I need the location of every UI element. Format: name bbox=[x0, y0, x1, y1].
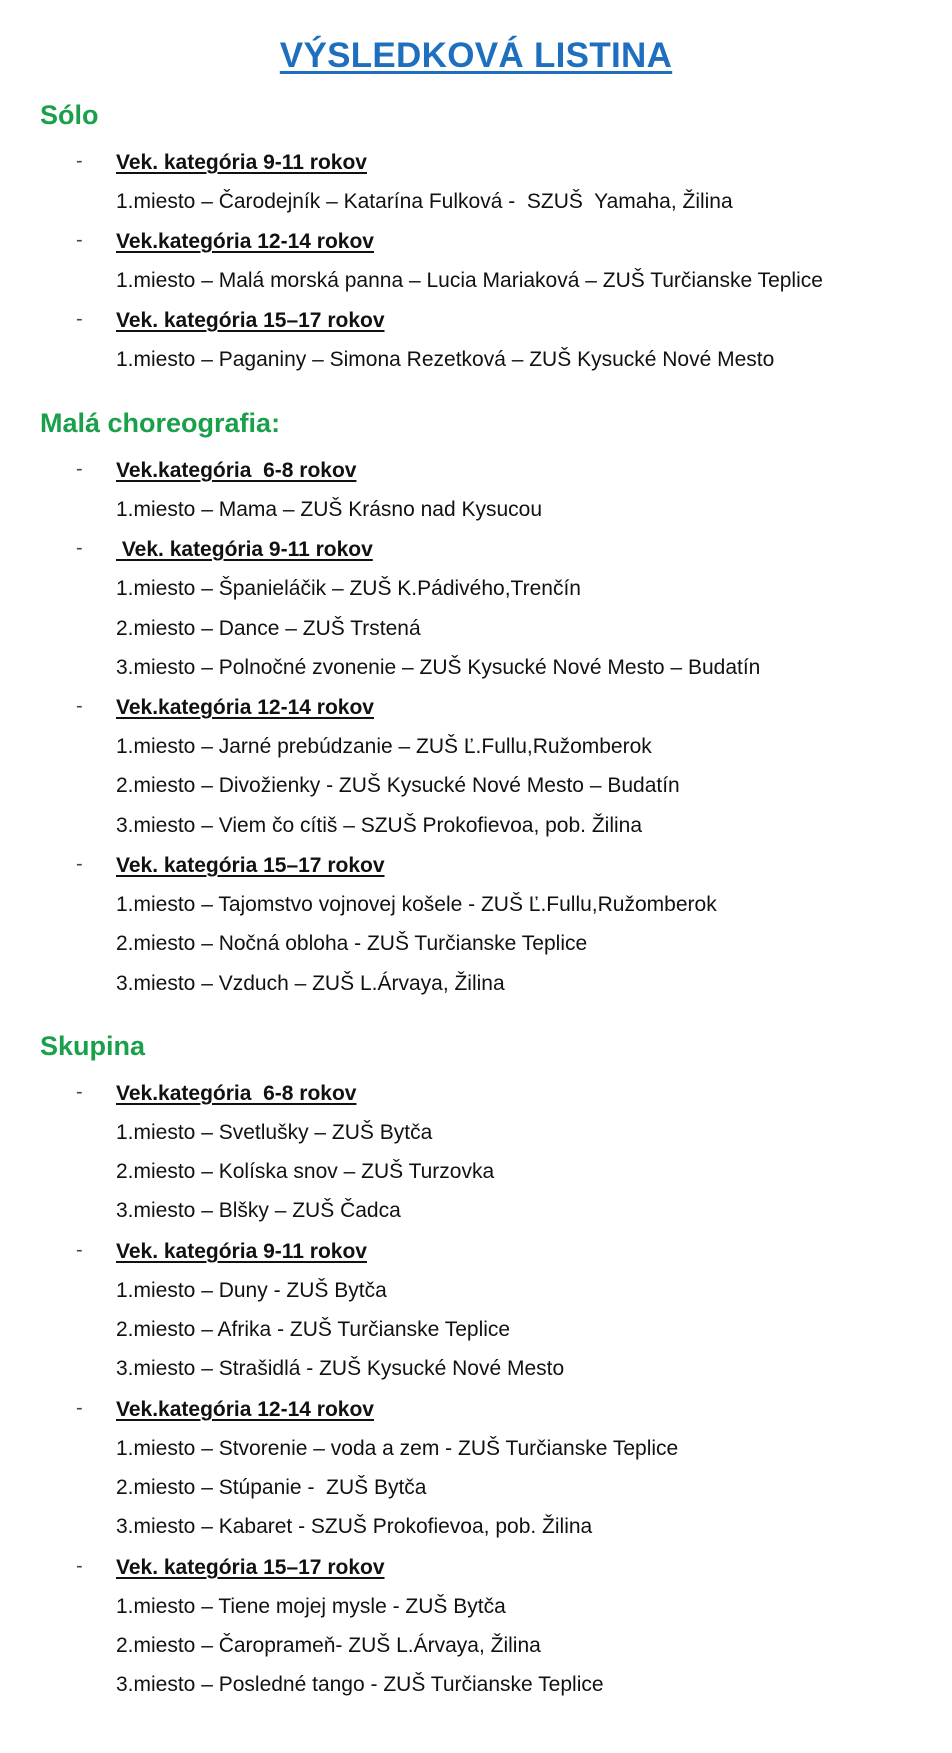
result-line: 1.miesto – Mama – ZUŠ Krásno nad Kysucou bbox=[116, 498, 543, 521]
result-line: 2.miesto – Divožienky - ZUŠ Kysucké Nové Mesto – Budatín bbox=[116, 774, 680, 797]
bullet-dash: - bbox=[76, 1239, 83, 1261]
bullet-dash: - bbox=[76, 458, 83, 480]
result-line: 3.miesto – Strašidlá - ZUŠ Kysucké Nové Mesto bbox=[116, 1357, 565, 1380]
result-line: 3.miesto – Vzduch – ZUŠ L.Árvaya, Žilina bbox=[116, 972, 505, 995]
bullet-dash: - bbox=[76, 1555, 83, 1577]
category-heading: Vek. kategória 15–17 rokov bbox=[116, 854, 385, 877]
result-line: 2.miesto – Afrika - ZUŠ Turčianske Teplice bbox=[116, 1318, 511, 1341]
document-title: VÝSLEDKOVÁ LISTINA bbox=[279, 36, 673, 75]
section-heading-skupina: Skupina bbox=[40, 1031, 146, 1061]
result-line: 2.miesto – Čaroprameň- ZUŠ L.Árvaya, Žilina bbox=[116, 1634, 541, 1657]
bullet-dash: - bbox=[76, 150, 83, 172]
category-heading: Vek.kategória 12-14 rokov bbox=[116, 696, 374, 719]
category-heading: Vek.kategória 6-8 rokov bbox=[116, 459, 357, 482]
result-line: 3.miesto – Polnočné zvonenie – ZUŠ Kysucké Nové Mesto – Budatín bbox=[116, 656, 761, 679]
result-line: 3.miesto – Posledné tango - ZUŠ Turčianske Teplice bbox=[116, 1673, 604, 1696]
category-heading: Vek. kategória 9-11 rokov bbox=[116, 1240, 367, 1263]
result-line: 3.miesto – Blšky – ZUŠ Čadca bbox=[116, 1199, 401, 1222]
bullet-dash: - bbox=[76, 853, 83, 875]
result-line: 1.miesto – Tiene mojej mysle - ZUŠ Bytča bbox=[116, 1595, 506, 1618]
category-heading: Vek. kategória 15–17 rokov bbox=[116, 309, 385, 332]
result-line: 1.miesto – Španieláčik – ZUŠ K.Pádivého,Trenčín bbox=[116, 577, 581, 600]
category-heading: Vek.kategória 6-8 rokov bbox=[116, 1082, 357, 1105]
result-line: 1.miesto – Jarné prebúdzanie – ZUŠ Ľ.Fullu,Ružomberok bbox=[116, 735, 652, 758]
result-line: 1.miesto – Malá morská panna – Lucia Mariaková – ZUŠ Turčianske Teplice bbox=[116, 269, 823, 292]
section-heading-solo: Sólo bbox=[40, 100, 99, 130]
result-line: 2.miesto – Stúpanie - ZUŠ Bytča bbox=[116, 1476, 427, 1499]
result-line: 1.miesto – Paganiny – Simona Rezetková – ZUŠ Kysucké Nové Mesto bbox=[116, 348, 775, 371]
bullet-dash: - bbox=[76, 537, 83, 559]
result-line: 2.miesto – Kolíska snov – ZUŠ Turzovka bbox=[116, 1160, 495, 1183]
result-line: 1.miesto – Tajomstvo vojnovej košele - ZUŠ Ľ.Fullu,Ružomberok bbox=[116, 893, 717, 916]
bullet-dash: - bbox=[76, 308, 83, 330]
result-line: 1.miesto – Stvorenie – voda a zem - ZUŠ Turčianske Teplice bbox=[116, 1437, 679, 1460]
category-heading: Vek. kategória 9-11 rokov bbox=[116, 151, 367, 174]
result-line: 3.miesto – Kabaret - SZUŠ Prokofievoa, pob. Žilina bbox=[116, 1515, 593, 1538]
bullet-dash: - bbox=[76, 1081, 83, 1103]
result-line: 2.miesto – Nočná obloha - ZUŠ Turčianske Teplice bbox=[116, 932, 588, 955]
result-line: 1.miesto – Čarodejník – Katarína Fulková - SZUŠ Yamaha, Žilina bbox=[116, 190, 733, 213]
bullet-dash: - bbox=[76, 229, 83, 251]
result-line: 1.miesto – Svetlušky – ZUŠ Bytča bbox=[116, 1121, 433, 1144]
category-heading: Vek. kategória 9-11 rokov bbox=[116, 538, 373, 561]
section-heading-mala-choreografia: Malá choreografia: bbox=[40, 408, 281, 438]
result-line: 3.miesto – Viem čo cítiš – SZUŠ Prokofievoa, pob. Žilina bbox=[116, 814, 643, 837]
category-heading: Vek.kategória 12-14 rokov bbox=[116, 230, 374, 253]
result-line: 2.miesto – Dance – ZUŠ Trstená bbox=[116, 617, 421, 640]
category-heading: Vek.kategória 12-14 rokov bbox=[116, 1398, 374, 1421]
category-heading: Vek. kategória 15–17 rokov bbox=[116, 1556, 385, 1579]
result-line: 1.miesto – Duny - ZUŠ Bytča bbox=[116, 1279, 387, 1302]
bullet-dash: - bbox=[76, 695, 83, 717]
bullet-dash: - bbox=[76, 1397, 83, 1419]
